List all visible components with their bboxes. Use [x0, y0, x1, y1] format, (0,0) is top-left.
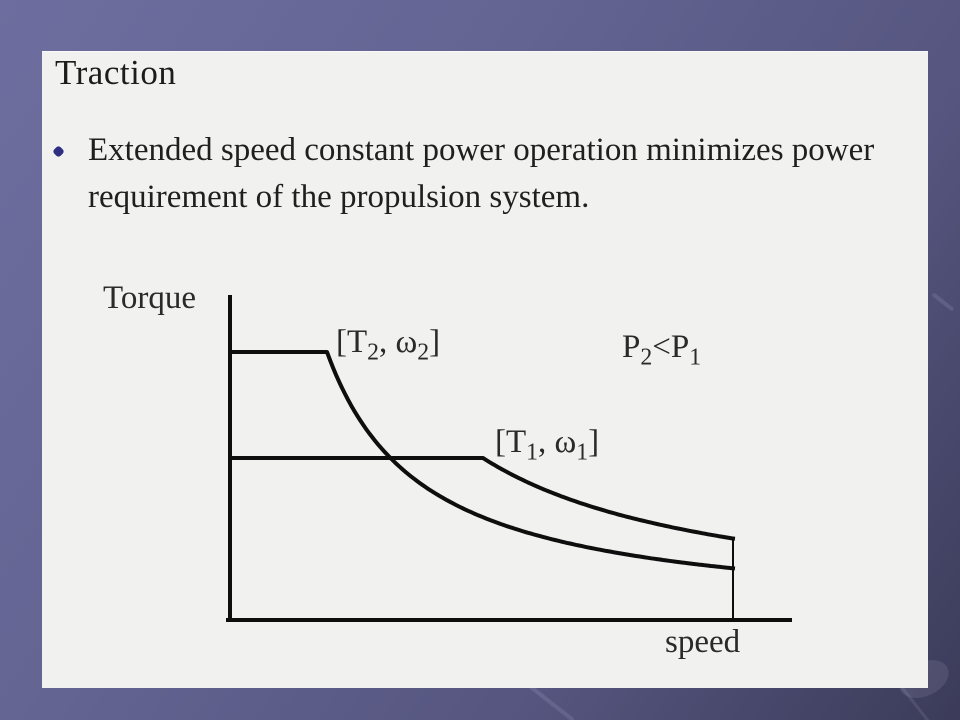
y-axis-label: Torque	[103, 280, 196, 316]
curve-t1	[232, 458, 733, 539]
curve-t1-label: [$T_1$, $\omega_1$]	[495, 424, 600, 466]
slide-title: Traction	[55, 53, 177, 92]
bullet-text: Extended speed constant power operation minimizes power requirement of the propulsion system.	[88, 132, 875, 215]
curve-t2	[232, 352, 733, 568]
curve-t2-label: [$T_2$, $\omega_2$]	[336, 324, 441, 366]
power-comparison-label: $P_2<P_1$	[622, 329, 702, 371]
x-axis-label: speed	[665, 624, 741, 660]
